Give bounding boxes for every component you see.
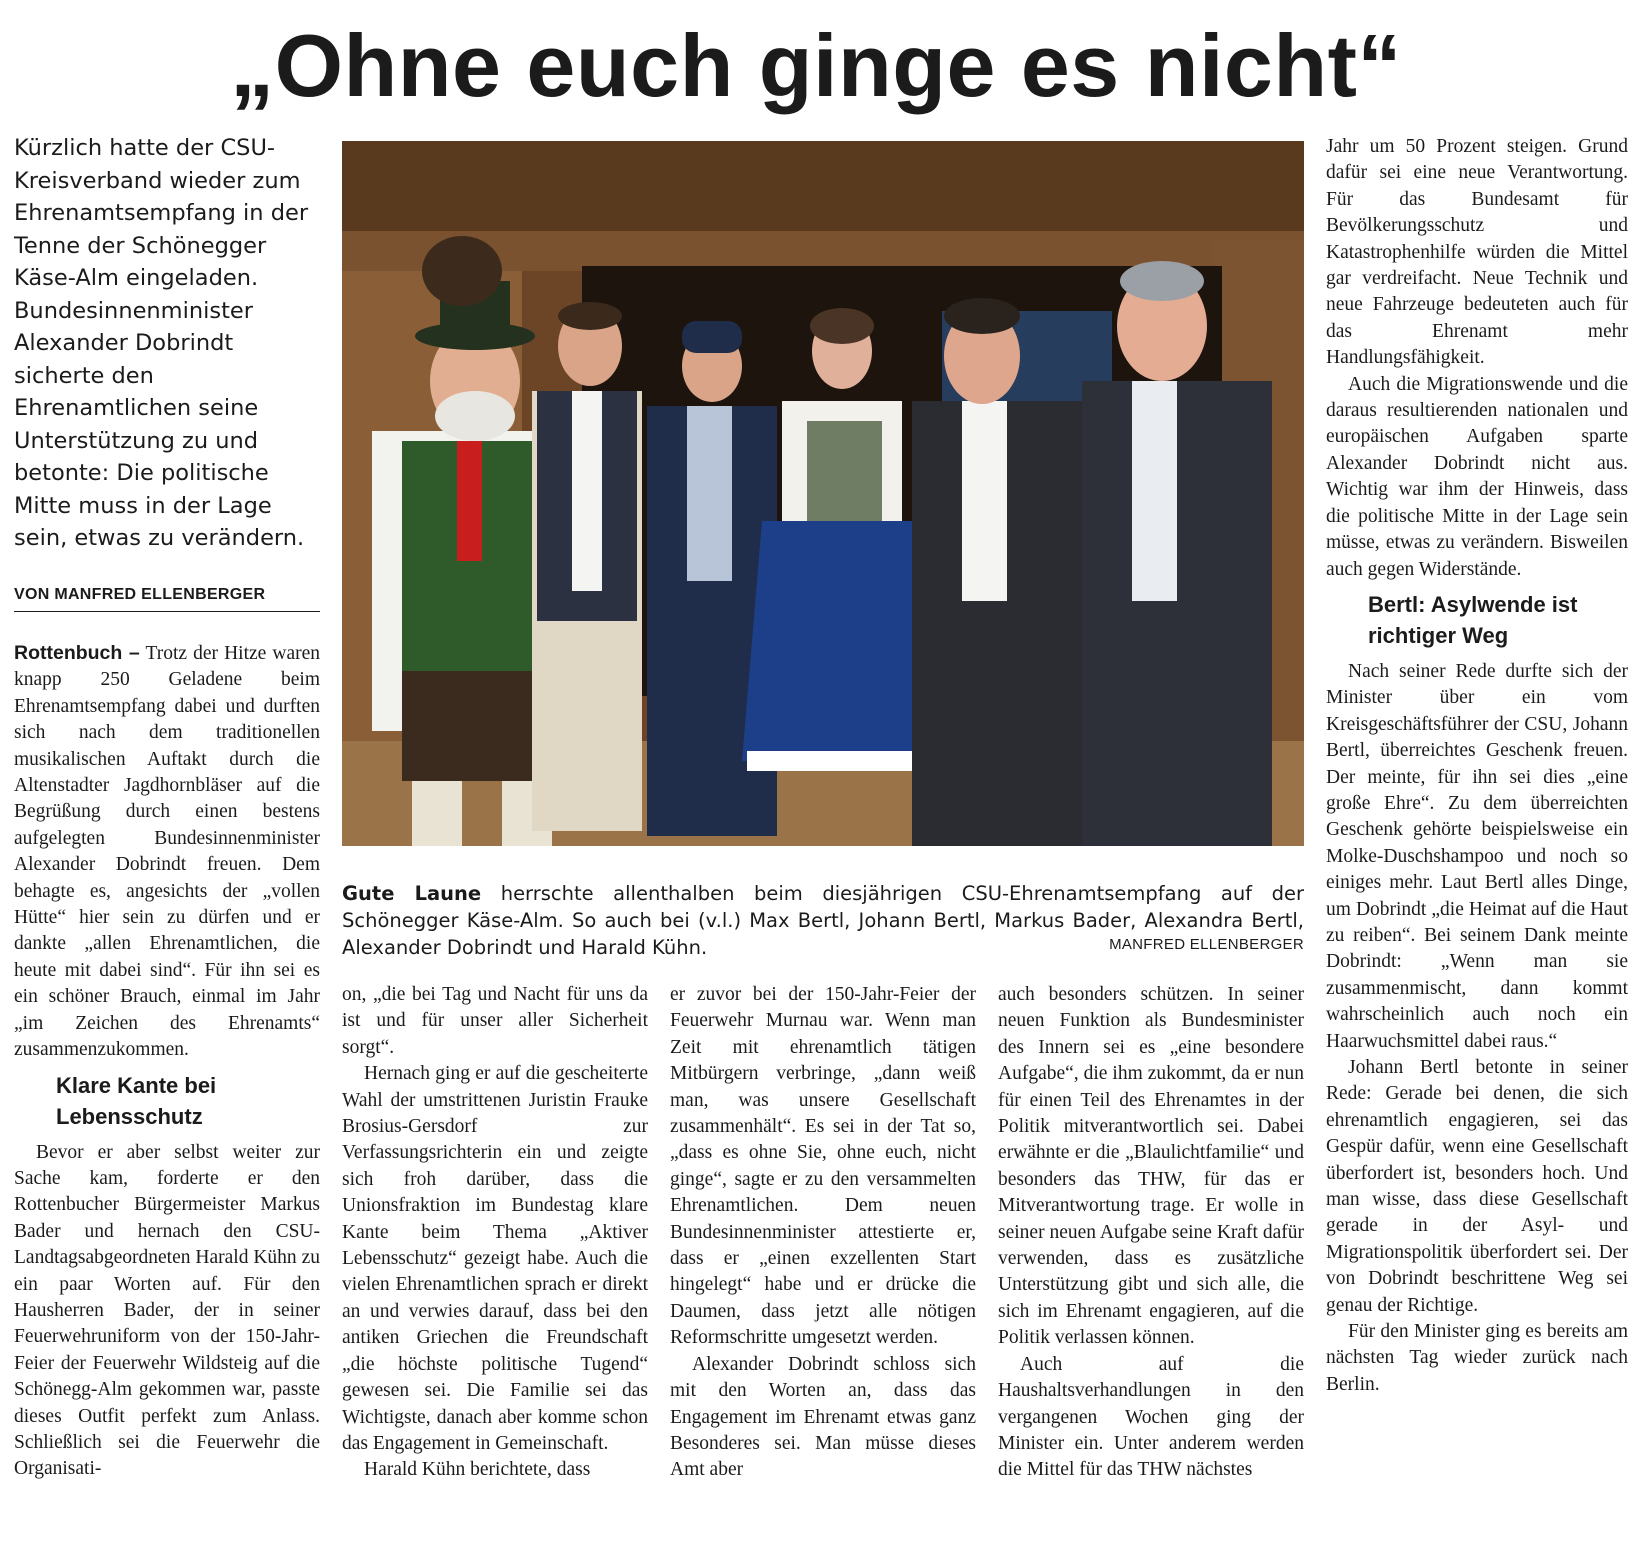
column-1-paragraph-2: Bevor er aber selbst weiter zur Sache kam, forderte er den Rottenbucher Bürgermeister Markus Bader und hernach den CSU-Landtagsabgeordneten Harald Kühn zu ein paar Worten auf. Für den Hausherren Bader, der in seiner Feuerwehruniform von der 150-Jahr-Feier der Feuerwehr Wildsteig auf die Schönegg-Alm gekommen war, passte dieses Outfit perfekt zum Anlass. Schließlich sei die Feuerwehr die Organisati- <box>14 1141 320 1480</box>
column-5 <box>1326 134 1628 1567</box>
column-4-paragraph-2: Auch auf die Haushaltsverhandlungen in den vergangenen Wochen ging der Minister ein. Unter anderem werden die Mittel für das THW nächstes <box>998 1353 1304 1481</box>
caption-text: herrschte allenthalben beim diesjährigen CSU-Ehrenamtsempfang auf der Schönegger Käse-Alm. So auch bei (v.l.) Max Bertl, Johann Bertl, Markus Bader, Alexandra Bertl, Alexander Dobrindt und Harald Kühn. <box>342 882 1304 959</box>
column-2 <box>342 982 648 1567</box>
photo-credit: MANFRED ELLENBERGER <box>1109 936 1304 953</box>
caption-tag: Gute Laune <box>342 882 482 905</box>
column-5-paragraph-4: Johann Bertl betonte in seiner Rede: Gerade bei denen, die sich ehrenamtlich engagieren, sei das Gespür dafür, wenn eine Gesellschaft überfordert ist, besonders hoch. Und man wisse, dass diese Gesellschaft gerade in der Asyl- und Migrationspolitik überfordert sei. Der von Dobrindt beschrittene Weg sei genau der Richtige. <box>1326 1057 1628 1316</box>
column-1-text-1: Trotz der Hitze waren knapp 250 Geladene beim Ehrenamtsempfang dabei und durften sich nach dem traditionellen musikalischen Auftakt durch die Altenstadter Jagdhornbläser auf die Begrüßung durch einen bestens aufgelegten Bundesinnenminister Alexander Dobrindt freuen. Dem behagte es, angesichts der „vollen Hütte“ hier sein zu dürfen und er dankte „allen Ehrenamtlichen, die heute mit dabei sind“. Für ihn sei es ein schöner Brauch, einmal im Jahr „im Zeichen des Ehrenamts“ zusammenzukommen. <box>14 643 320 1061</box>
column-4-paragraph-1: auch besonders schützen. In seiner neuen Funktion als Bundesminister des Innern sei es „eine besondere Aufgabe“, die ihm zukommt, da er nun für einen Teil des Ehrenamtes in der Politik mitverantwortlich sei. Dabei erwähnte er die „Blaulichtfamilie“ und besonders das THW, für das er Mitverantwortung trage. Er wolle in seiner neuen Aufgabe seine Kraft dafür verwenden, dass es zusätzliche Unterstützung gibt und sich alle, die sich im Ehrenamt engagieren, auf die Politik verlassen können. <box>998 984 1304 1349</box>
lead-paragraph: Kürzlich hatte der CSU-Kreisverband wieder zum Ehrenamtsempfang in der Tenne der Schönegger Käse-Alm eingeladen. Bundesinnenminister Alexander Dobrindt sicherte den Ehrenamtlichen seine Unterstützung zu und betonte: Die politische Mitte muss in der Lage sein, etwas zu verändern. <box>14 135 309 551</box>
byline: VON MANFRED ELLENBERGER <box>14 586 320 612</box>
column-3 <box>670 982 976 1567</box>
column-5-paragraph-2: Auch die Migrationswende und die daraus resultierenden nationalen und europäischen Aufgaben sparte Alexander Dobrindt nicht aus. Wichtig war ihm der Hinweis, dass die politische Mitte in der Lage sein müsse, etwas zu verändern. Bisweilen auch gegen Widerstände. <box>1326 373 1628 580</box>
dateline: Rottenbuch – <box>14 642 140 664</box>
column-5-paragraph-1: Jahr um 50 Prozent steigen. Grund dafür sei eine neue Verantwortung. Für das Bundesamt für Bevölkerungsschutz und Katastrophenhilfe würden die Mittel gar verdreifacht. Neue Technik und neue Fahrzeuge bedeuteten auch für das Ehrenamt mehr Handlungsfähigkeit. <box>1326 136 1628 369</box>
column-5-paragraph-5: Für den Minister ging es bereits am nächsten Tag wieder zurück nach Berlin. <box>1326 1321 1628 1395</box>
column-3-paragraph-2: Alexander Dobrindt schloss sich mit den Worten an, dass das Engagement im Ehrenamt etwas ganz Besonderes sei. Man müsse dieses Amt aber <box>670 1353 976 1481</box>
group-photo <box>342 141 1304 846</box>
column-1-paragraph-1 <box>14 640 320 1064</box>
column-1 <box>14 640 320 1567</box>
column-4 <box>998 982 1304 1567</box>
headline: „Ohne euch ginge es nicht“ <box>230 16 1402 115</box>
subhead-asylwende: Bertl: Asylwende ist richtiger Weg <box>1368 591 1578 648</box>
column-2-paragraph-1: on, „die bei Tag und Nacht für uns da ist und für unser aller Sicherheit sorgt“. <box>342 984 648 1058</box>
column-2-paragraph-3: Harald Kühn berichtete, dass <box>364 1459 591 1481</box>
subhead-lebensschutz: Klare Kante bei Lebensschutz <box>56 1072 217 1129</box>
column-2-paragraph-2: Hernach ging er auf die gescheiterte Wahl der umstrittenen Juristin Frauke Brosius-Gersdorf zur Verfassungsrichterin ein und zeigte sich froh darüber, dass die Unionsfraktion im Bundestag klare Kante beim Thema „Aktiver Lebensschutz“ gezeigt habe. Auch die vielen Ehrenamtlichen sprach er direkt an und verwies darauf, dass bei den antiken Griechen die Freundschaft „die höchste politische Tugend“ gewesen sei. Die Familie sei das Wichtigste, danach aber komme schon das Engagement in Gemeinschaft. <box>342 1063 648 1454</box>
column-5-paragraph-3: Nach seiner Rede durfte sich der Minister über ein vom Kreisgeschäftsführer der CSU, Johann Bertl, überreichtes Geschenk freuen. Der meinte, für ihn sei dies „eine große Ehre“. Zu dem überreichten Geschenk gehörte beispielsweise ein Molke-Duschshampoo und noch so einiges mehr. Laut Bertl alles Dinge, um Dobrindt „die Heimat auf die Haut zu reiben“. Bei seinem Dank meinte Dobrindt: „Wenn man sie zusammenmischt, dann kommt wahrscheinlich auch noch ein Haarwuchsmittel dabei raus.“ <box>1326 660 1628 1052</box>
column-3-paragraph-1: er zuvor bei der 150-Jahr-Feier der Feuerwehr Murnau war. Wenn man Zeit mit ehrenamtlich tätigen Mitbürgern verbringe, „dann weiß man, was unsere Gesellschaft zusammenhält“. Es sei in der Tat so, „dass es ohne Sie, ohne euch, nicht ginge“, sagte er zu den versammelten Ehrenamtlichen. Dem neuen Bundesinnenminister attestierte er, dass er „einen exzellenten Start hingelegt“ habe und er drücke die Daumen, dass jetzt alle nötigen Reformschritte umgesetzt werden. <box>670 984 976 1349</box>
